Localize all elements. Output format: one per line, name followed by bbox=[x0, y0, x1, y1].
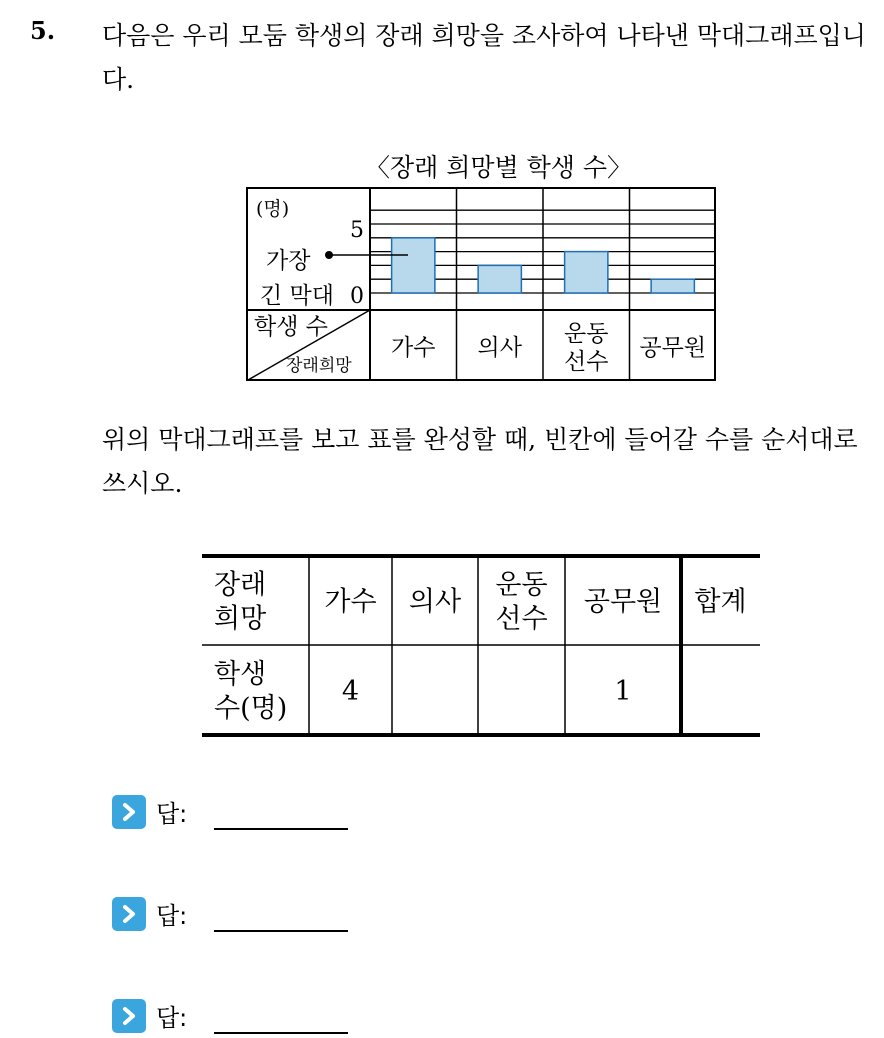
corner-label-career: 장래희망 bbox=[286, 356, 352, 376]
table-cell-text: 4 bbox=[341, 676, 360, 707]
answer-table bbox=[198, 550, 764, 740]
category-label: 의사 bbox=[477, 335, 522, 361]
answer-blank-2[interactable] bbox=[214, 930, 348, 932]
bar-2 bbox=[478, 265, 521, 293]
category-label: 선수 bbox=[564, 349, 609, 375]
answer-label: 답: bbox=[156, 902, 188, 930]
table-cell-text: 합계 bbox=[694, 586, 747, 618]
table-cell-text: 희망 bbox=[214, 603, 267, 635]
table-cell-text: 수(명) bbox=[214, 693, 288, 724]
bar-chart bbox=[246, 187, 718, 383]
bar-3 bbox=[565, 252, 608, 293]
annotation-line-1: 가장 bbox=[266, 248, 311, 274]
answer-blank-3[interactable] bbox=[214, 1032, 348, 1034]
chevron-right-icon bbox=[112, 795, 146, 829]
question-number: 5. bbox=[30, 16, 56, 45]
y-tick-label-5: 5 bbox=[350, 218, 364, 243]
table-cell-text: 운동 bbox=[495, 569, 548, 601]
category-label: 운동 bbox=[564, 321, 609, 347]
question-text: 다음은 우리 모둠 학생의 장래 희망을 조사하여 나타낸 막대그래프입니다. bbox=[102, 21, 866, 94]
instruction-text: 위의 막대그래프를 보고 표를 완성할 때, 빈칸에 들어갈 수를 순서대로 쓰시오. bbox=[102, 425, 858, 498]
table-cell-text: 선수 bbox=[495, 603, 548, 635]
answer-row-3 bbox=[112, 998, 187, 1033]
bar-4 bbox=[651, 279, 694, 293]
table-cell-text: 공무원 bbox=[583, 586, 663, 618]
table-cell-text: 의사 bbox=[408, 586, 462, 618]
chevron-right-icon bbox=[112, 999, 146, 1033]
answer-label: 답: bbox=[156, 1004, 188, 1032]
answer-row-2 bbox=[112, 896, 187, 931]
table-cell-text: 학생 bbox=[214, 659, 267, 690]
annotation-line-2: 긴 막대 bbox=[260, 283, 334, 309]
answer-row-1 bbox=[112, 794, 187, 829]
category-label: 공무원 bbox=[639, 335, 707, 361]
answer-blank-1[interactable] bbox=[214, 828, 348, 830]
category-label: 가수 bbox=[391, 335, 436, 361]
table-cell-text: 장래 bbox=[214, 569, 267, 601]
y-tick-label-0: 0 bbox=[350, 284, 364, 309]
answer-label: 답: bbox=[156, 800, 188, 828]
bar-1 bbox=[392, 238, 435, 293]
table-cell-text: 1 bbox=[614, 676, 632, 707]
chevron-right-icon bbox=[112, 897, 146, 931]
table-cell-text: 가수 bbox=[324, 586, 377, 618]
y-unit-label: (명) bbox=[256, 198, 290, 220]
chart-title: 〈장래 희망별 학생 수〉 bbox=[365, 153, 633, 182]
corner-label-students: 학생 수 bbox=[254, 314, 328, 340]
